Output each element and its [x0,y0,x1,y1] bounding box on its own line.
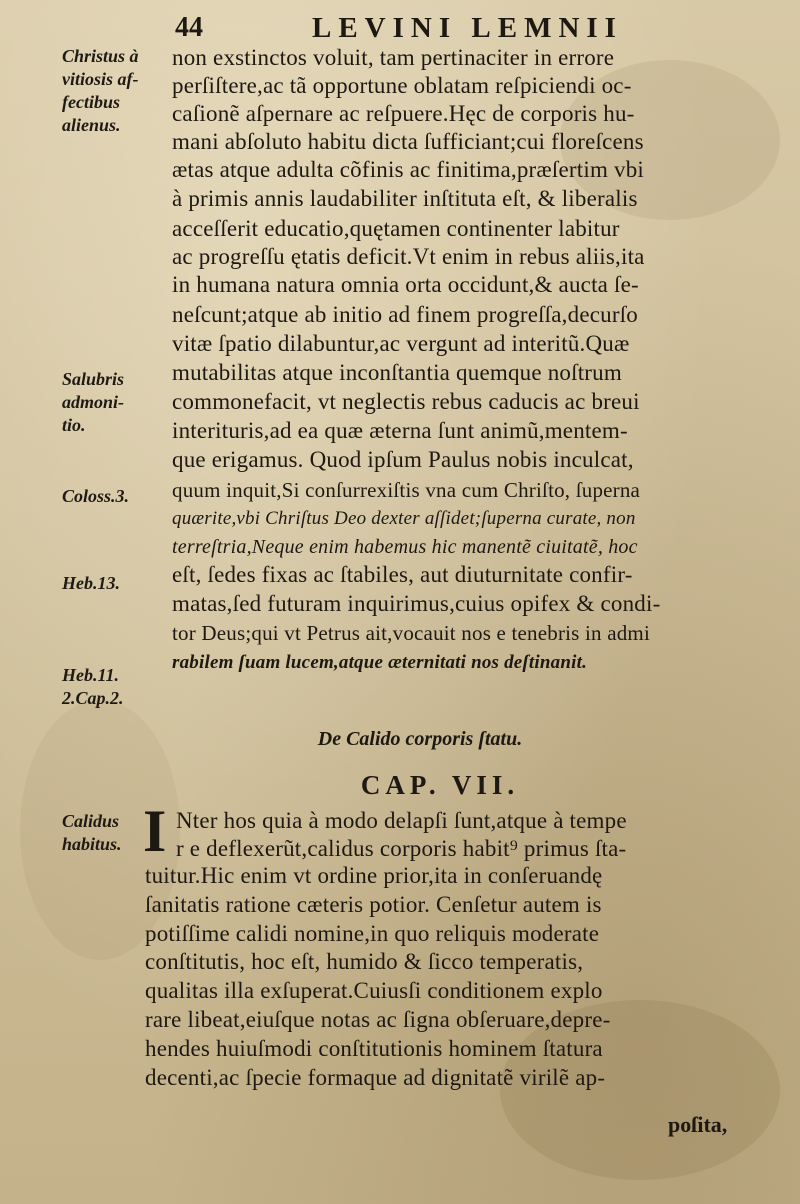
body-line: mani abſoluto habitu dicta ſufficiant;cui floreſcens [172,129,644,154]
margin-note [62,45,172,137]
running-head: LEVINI LEMNII [312,12,623,44]
margin-note-line: fectibus [62,92,120,112]
margin-note-line: 2.Cap.2. [62,688,124,708]
body-line: neſcunt;atque ab initio ad finem progreſſa,decurſo [172,302,639,327]
margin-note-line: Coloss.3. [62,486,130,506]
margin-note-line: habitus. [62,834,122,854]
catchword: poſita, [668,1112,728,1137]
margin-note-line: Salubris [62,369,125,389]
chapter-title: CAP. VII. [360,770,520,800]
chapter-line: r e deflexerũt,calidus corporis habit⁹ primus ſta- [176,836,627,861]
body-line: acceſſerit educatio,quętamen continenter labitur [172,216,620,241]
margin-note [62,485,172,508]
body-line: vitæ ſpatio dilabuntur,ac vergunt ad interitũ.Quæ [172,331,630,356]
body-line: quum inquit,Si conſurrexiſtis vna cum Chriſto, ſuperna [172,478,641,502]
chapter-line: tuitur.Hic enim vt ordine prior,ita in conſeruandę [145,863,603,888]
margin-note-line: admoni- [62,392,125,412]
chapter-line: Nter hos quia à modo delapſi ſunt,atque à tempe [176,808,627,833]
chapter-line: rare libeat,eiuſque notas ac ſigna obſeruare,depre- [145,1007,611,1032]
body-line: in humana natura omnia orta occidunt,& aucta ſe- [172,272,639,297]
body-line: quærite,vbi Chriſtus Deo dexter aſſidet;ſuperna curate, non [172,508,636,529]
drop-cap: I [143,798,167,864]
margin-note-line: tio. [62,415,86,435]
chapter-line: potiſſime calidi nomine,in quo reliquis moderate [145,921,600,946]
margin-note-line: Calidus [62,811,120,831]
body-line: non exstinctos voluit, tam pertinaciter in errore [172,45,615,70]
margin-note-line: vitiosis af- [62,69,139,89]
page-number: 44 [175,12,203,43]
body-line: eſt, ſedes fixas ac ſtabiles, aut diuturnitate confir- [172,562,633,587]
section-title: De Calido corporis ſtatu. [317,728,523,750]
body-line: tor Deus;qui vt Petrus ait,vocauit nos e tenebris in admi [172,621,650,645]
margin-note-line: Heb.13. [62,573,120,593]
margin-note-line: Christus à [62,46,139,66]
body-line: à primis annis laudabiliter inſtituta eſt, & liberalis [172,186,638,211]
body-line: caſionẽ aſpernare ac reſpuere.Hęc de corporis hu- [172,101,635,126]
chapter-line: conſtitutis, hoc eſt, humido & ſicco temperatis, [145,949,584,974]
chapter-line: decenti,ac ſpecie formaque ad dignitatẽ virilẽ ap- [145,1065,606,1090]
body-line: interituris,ad ea quæ æterna ſunt animũ,mentem- [172,418,628,443]
margin-note-line: Heb.11. [62,665,119,685]
body-line: perſiſtere,ac tã opportune oblatam reſpiciendi oc- [172,73,632,98]
chapter-line: qualitas illa exſuperat.Cuiusſi conditionem explo [145,978,603,1003]
body-line: terreſtria,Neque enim habemus hic manentẽ ciuitatẽ, hoc [172,536,638,558]
margin-note [62,664,172,710]
body-line: mutabilitas atque inconſtantia quemque noſtrum [172,360,622,385]
chapter-line: ſanitatis ratione cæteris potior. Cenſetur autem is [145,892,602,917]
margin-note [62,368,172,437]
body-line: matas,ſed futuram inquirimus,cuius opifex & condi- [172,591,661,616]
body-line: commonefacit, vt neglectis rebus caducis ac breui [172,389,640,414]
body-line: rabilem ſuam lucem,atque æternitati nos deſtinanit. [172,652,588,673]
margin-note [62,572,172,595]
body-line: que erigamus. Quod ipſum Paulus nobis inculcat, [172,447,634,472]
body-line: ac progreſſu ętatis deficit.Vt enim in rebus aliis,ita [172,244,645,269]
margin-note-line: alienus. [62,115,121,135]
body-line: ætas atque adulta cõfinis ac finitima,præſertim vbi [172,157,644,182]
chapter-line: hendes huiuſmodi conſtitutionis hominem ſtatura [145,1036,603,1061]
